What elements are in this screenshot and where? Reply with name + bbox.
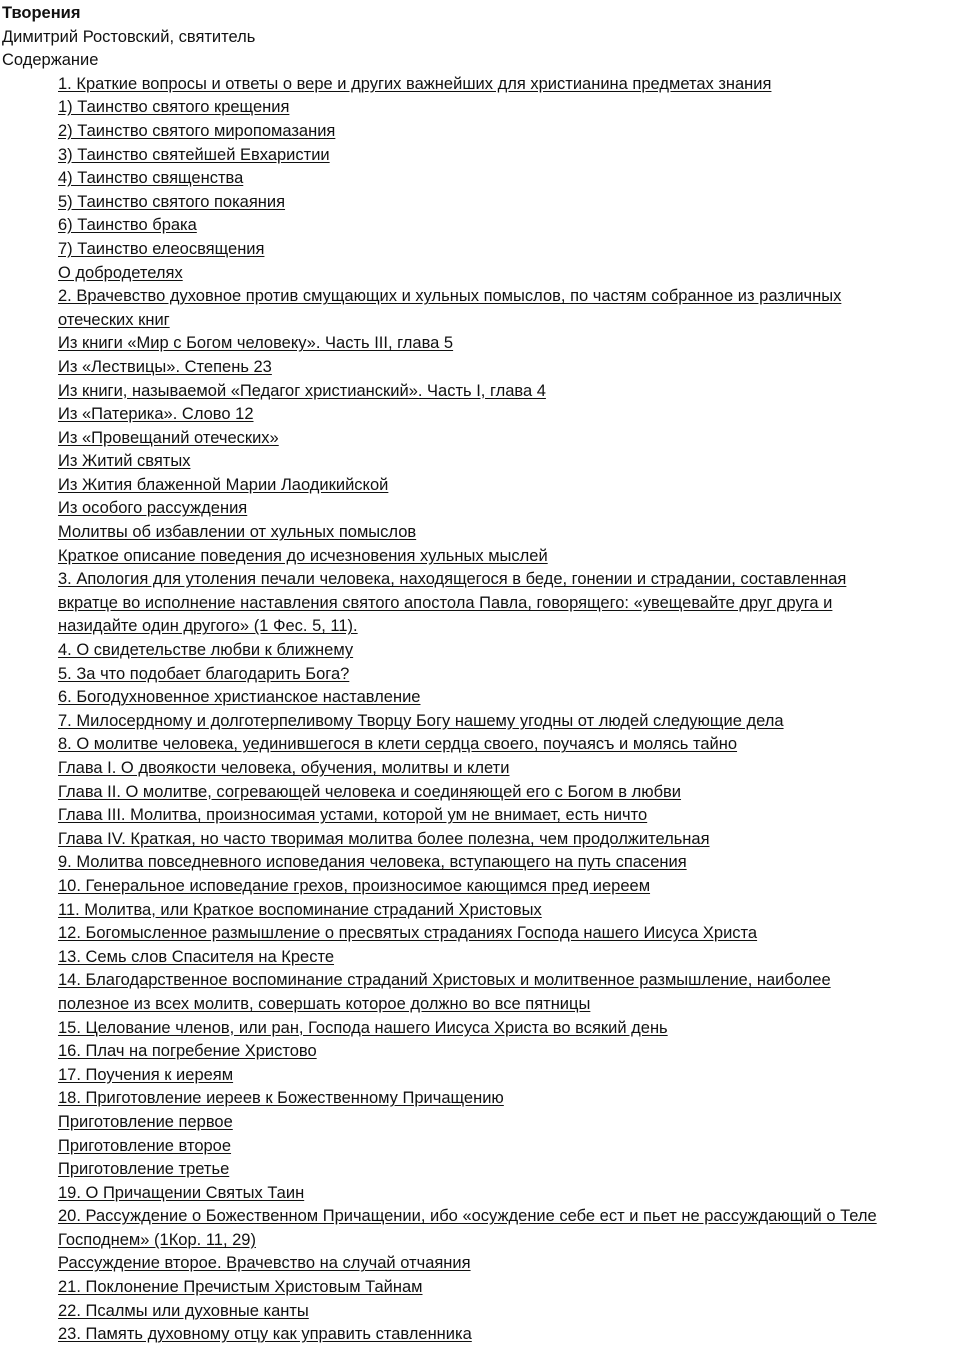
toc-item bbox=[58, 1323, 890, 1347]
toc-link[interactable]: 20. Рассуждение о Божественном Причащении, ибо «осуждение себе ест и пьет не рассуждающий о Теле Господнем» (1Кор. 11, 29) bbox=[58, 1207, 877, 1249]
toc-item bbox=[58, 1276, 890, 1300]
toc-link[interactable]: 5. За что подобает благодарить Бога? bbox=[58, 664, 350, 683]
toc-link[interactable]: Краткое описание поведения до исчезновения хульных мыслей bbox=[58, 546, 548, 565]
toc-link[interactable]: Молитвы об избавлении от хульных помыслов bbox=[58, 523, 417, 542]
toc-item bbox=[58, 639, 890, 663]
toc-item bbox=[58, 851, 890, 875]
toc-link[interactable]: Глава II. О молитве, согревающей человека и соединяющей его с Богом в любви bbox=[58, 782, 682, 801]
toc-item bbox=[58, 1158, 890, 1182]
toc-link[interactable]: 21. Поклонение Пречистым Христовым Тайнам bbox=[58, 1278, 423, 1297]
toc-item bbox=[58, 427, 890, 451]
toc-item bbox=[58, 757, 890, 781]
toc-link[interactable]: Из Житий святых bbox=[58, 452, 191, 471]
toc-item bbox=[58, 191, 890, 215]
toc-link[interactable]: Из книги «Мир с Богом человеку». Часть III, глава 5 bbox=[58, 334, 454, 353]
toc-link[interactable]: 3) Таинство святейшей Евхаристии bbox=[58, 145, 330, 164]
toc-link[interactable]: 11. Молитва, или Краткое воспоминание страданий Христовых bbox=[58, 900, 542, 919]
document-author: Димитрий Ростовский, святитель bbox=[2, 27, 256, 46]
toc-item bbox=[58, 781, 890, 805]
toc-link[interactable]: Из Жития блаженной Марии Лаодикийской bbox=[58, 475, 389, 494]
toc-item bbox=[58, 1252, 890, 1276]
toc-link[interactable]: 9. Молитва повседневного исповедания человека, вступающего на путь спасения bbox=[58, 853, 687, 872]
toc-item bbox=[58, 450, 890, 474]
toc-link[interactable]: 8. О молитве человека, уединившегося в клети сердца своего, поучаясъ и молясь тайно bbox=[58, 735, 738, 754]
toc-item bbox=[58, 403, 890, 427]
toc-item bbox=[58, 332, 890, 356]
toc-link[interactable]: 6. Богодухновенное христианское наставление bbox=[58, 688, 421, 707]
toc-link[interactable]: Приготовление второе bbox=[58, 1136, 232, 1155]
toc-link[interactable]: 13. Семь слов Спасителя на Кресте bbox=[58, 947, 335, 966]
toc-item bbox=[58, 1017, 890, 1041]
toc-link[interactable]: 1. Краткие вопросы и ответы о вере и других важнейших для христианина предметах знания bbox=[58, 74, 772, 93]
document-title: Творения bbox=[2, 4, 81, 22]
toc-item bbox=[58, 474, 890, 498]
toc-item bbox=[58, 899, 890, 923]
toc-link[interactable]: 7) Таинство елеосвящения bbox=[58, 239, 265, 258]
toc-link[interactable]: 14. Благодарственное воспоминание страданий Христовых и молитвенное размышление, наиболее полезное из всех молитв, совершать которое должно во все пятницы bbox=[58, 971, 831, 1013]
toc-link[interactable]: 2. Врачевство духовное против смущающих и хульных помыслов, по частям собранное из различных отеческих книг bbox=[58, 287, 842, 329]
toc-item bbox=[58, 262, 890, 286]
toc-link[interactable]: Из особого рассуждения bbox=[58, 499, 248, 518]
toc-link[interactable]: Из «Патерика». Слово 12 bbox=[58, 405, 254, 424]
toc-link[interactable]: Из «Провещаний отеческих» bbox=[58, 428, 279, 447]
toc-item bbox=[58, 120, 890, 144]
toc-item bbox=[58, 497, 890, 521]
toc-link[interactable]: Приготовление первое bbox=[58, 1112, 233, 1131]
toc-item bbox=[58, 568, 890, 639]
toc-link[interactable]: 4) Таинство священства bbox=[58, 169, 244, 188]
toc-item bbox=[58, 686, 890, 710]
contents-heading: Содержание bbox=[2, 51, 99, 70]
toc-item bbox=[58, 356, 890, 380]
toc-item bbox=[58, 1205, 890, 1252]
toc-link[interactable]: 2) Таинство святого миропомазания bbox=[58, 121, 336, 140]
toc-item bbox=[58, 663, 890, 687]
toc-link[interactable]: 23. Память духовному отцу как управить ставленника bbox=[58, 1325, 472, 1344]
toc-link[interactable]: 5) Таинство святого покаяния bbox=[58, 192, 286, 211]
toc-link[interactable]: 16. Плач на погребение Христово bbox=[58, 1042, 317, 1061]
toc-link[interactable]: Рассуждение второе. Врачевство на случай отчаяния bbox=[58, 1254, 471, 1273]
toc-item bbox=[58, 73, 890, 97]
toc-item bbox=[58, 144, 890, 168]
toc-item bbox=[58, 96, 890, 120]
toc-link[interactable]: 10. Генеральное исповедание грехов, произносимое кающимся пред иереем bbox=[58, 876, 651, 895]
toc-link[interactable]: 1) Таинство святого крещения bbox=[58, 98, 290, 117]
toc-link[interactable]: Приготовление третье bbox=[58, 1160, 230, 1179]
toc-item bbox=[58, 1182, 890, 1206]
toc-link[interactable]: 7. Милосердному и долготерпеливому Творцу Богу нашему угодны от людей следующие дела bbox=[58, 711, 784, 730]
toc-item bbox=[58, 1300, 890, 1324]
toc-link[interactable]: 4. О свидетельстве любви к ближнему bbox=[58, 641, 354, 660]
toc-item bbox=[58, 733, 890, 757]
toc-link[interactable]: Глава I. О двоякости человека, обучения, молитвы и клети bbox=[58, 759, 510, 777]
toc-item bbox=[58, 1087, 890, 1111]
toc-link[interactable]: Из книги, называемой «Педагог христианский». Часть I, глава 4 bbox=[58, 381, 546, 400]
toc-item bbox=[58, 1040, 890, 1064]
toc-item bbox=[58, 380, 890, 404]
toc-item bbox=[58, 167, 890, 191]
toc-link[interactable]: 19. О Причащении Святых Таин bbox=[58, 1183, 305, 1202]
toc-link[interactable]: 12. Богомысленное размышление о пресвятых страданиях Господа нашего Иисуса Христа bbox=[58, 924, 758, 943]
toc-item bbox=[58, 828, 890, 852]
toc-item bbox=[58, 710, 890, 734]
toc-link[interactable]: 15. Целование членов, или ран, Господа нашего Иисуса Христа во всякий день bbox=[58, 1018, 668, 1037]
toc-link[interactable]: 6) Таинство брака bbox=[58, 216, 197, 235]
toc-item bbox=[58, 875, 890, 899]
toc-item bbox=[58, 946, 890, 970]
toc-item bbox=[58, 545, 890, 569]
toc-link[interactable]: Глава IV. Краткая, но часто творимая молитва более полезна, чем продолжительная bbox=[58, 829, 710, 848]
toc-item bbox=[58, 1135, 890, 1159]
toc-link[interactable]: О добродетелях bbox=[58, 263, 183, 282]
toc-item bbox=[58, 1064, 890, 1088]
toc-item bbox=[58, 969, 890, 1016]
toc-link[interactable]: 22. Псалмы или духовные канты bbox=[58, 1301, 309, 1320]
toc-item bbox=[58, 238, 890, 262]
toc-item bbox=[58, 214, 890, 238]
toc-link[interactable]: 17. Поучения к иереям bbox=[58, 1065, 234, 1084]
table-of-contents bbox=[0, 73, 890, 1347]
toc-item bbox=[58, 1111, 890, 1135]
toc-link[interactable]: Из «Лествицы». Степень 23 bbox=[58, 357, 272, 376]
toc-item bbox=[58, 285, 890, 332]
toc-item bbox=[58, 804, 890, 828]
toc-item bbox=[58, 521, 890, 545]
toc-item bbox=[58, 922, 890, 946]
toc-link[interactable]: 3. Апология для утоления печали человека, находящегося в беде, гонении и страдании, составленная вкратце во исполнение наставления святого апостола Павла, говорящего: «увещевайте друг друга и назидайте один другого» (1 Фес. 5, 11). bbox=[58, 570, 847, 636]
toc-link[interactable]: 18. Приготовление иереев к Божественному Причащению bbox=[58, 1089, 504, 1108]
toc-link[interactable]: Глава III. Молитва, произносимая устами, которой ум не внимает, есть ничто bbox=[58, 806, 648, 825]
